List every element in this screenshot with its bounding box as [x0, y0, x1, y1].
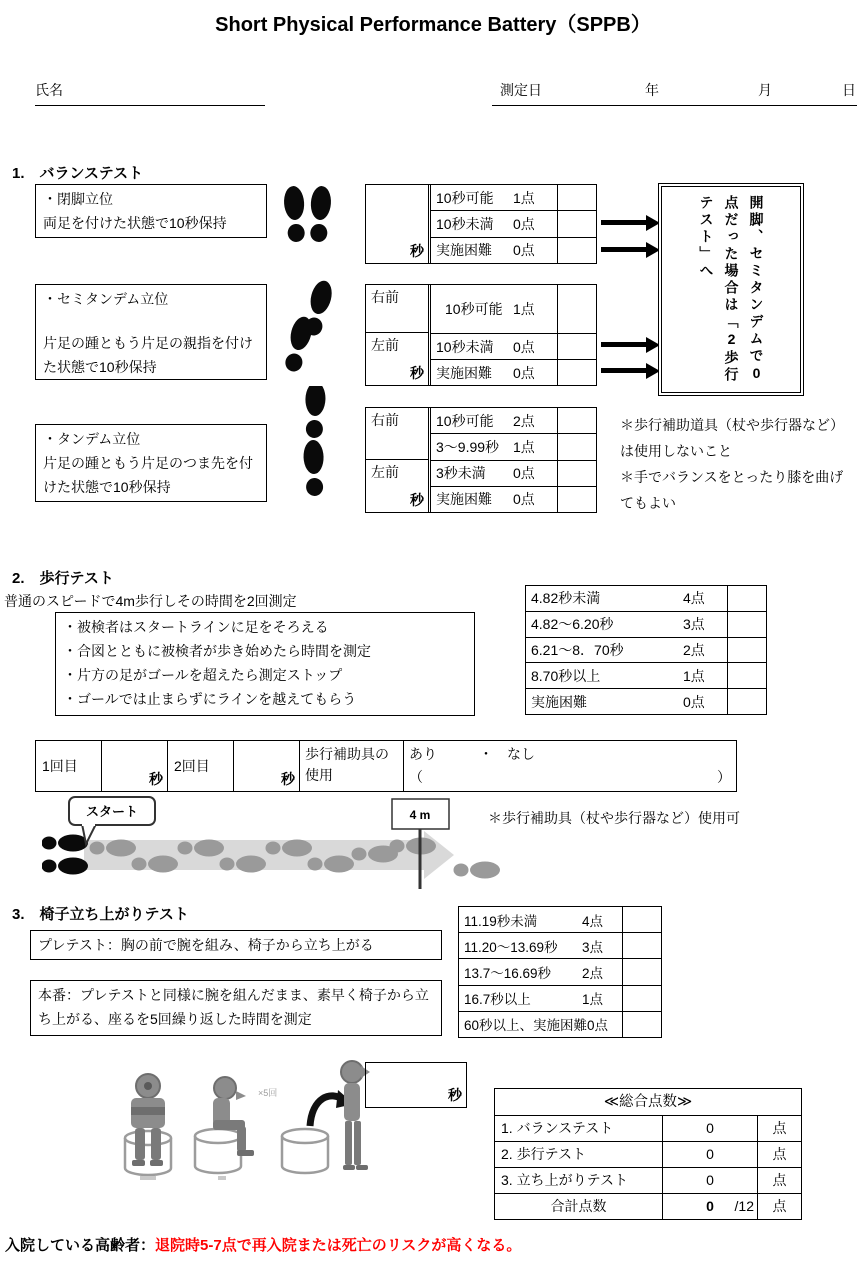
note-hands-knees-ok: ＊手でバランスをとったり膝を曲げてもよい — [620, 469, 844, 511]
tandem-desc: 片足の踵ともう片足のつま先を付けた状態で10秒保持 — [43, 455, 253, 495]
walking-instruction: ・片方の足がゴールを超えたら測定ストップ — [63, 667, 343, 683]
goto-arrow-icon — [601, 220, 647, 225]
paren-close: ） — [717, 769, 731, 785]
walking-score-value: 0 — [663, 1142, 758, 1167]
goto-arrow-icon — [601, 342, 647, 347]
seconds-unit: 秒 — [149, 771, 163, 787]
walking-aid-label-cell: 歩行補助具の使用 — [300, 741, 404, 791]
score-entry-cell — [622, 986, 661, 1011]
chair-stand-illustration — [100, 1056, 375, 1208]
chairstand-score-value: 0 — [663, 1168, 758, 1193]
walking-aid-options: あり ・ なし — [409, 746, 535, 762]
name-label: 氏名 — [35, 82, 63, 98]
figure-standing — [282, 1061, 370, 1173]
left-front-cell: 左前 秒 — [371, 337, 424, 381]
score-entry-cell — [557, 285, 596, 333]
walking-score-table — [525, 585, 767, 715]
chair-seconds-entry-box — [365, 1062, 467, 1108]
score-row: 11.20～13.69秒 3点 — [459, 932, 661, 958]
walking-instruction: ・合図とともに被検者が歩き始めたら時間を測定 — [63, 643, 371, 659]
score-row: 10秒可能 1点 — [431, 285, 596, 333]
svg-text:4 m: 4 m — [409, 808, 431, 822]
goto-arrow-icon — [601, 368, 647, 373]
score-entry-cell — [727, 612, 766, 637]
semi-tandem-score-table — [365, 284, 597, 386]
closed-stance-score-table — [365, 184, 597, 264]
score-entry-cell — [557, 211, 596, 236]
tandem-box — [35, 424, 267, 502]
total-row-walking: 2. 歩行テスト 0 点 — [495, 1142, 801, 1168]
score-row: 8.70秒以上 1点 — [526, 662, 766, 688]
score-entry-cell — [727, 638, 766, 663]
seconds-unit: 秒 — [410, 243, 424, 259]
score-row: 4.82～6.20秒 3点 — [526, 611, 766, 637]
seconds-entry-cell — [366, 185, 431, 263]
section3-heading: 3. 椅子立ち上がりテスト — [12, 906, 189, 923]
seconds-unit: 秒 — [410, 365, 424, 381]
left-front-cell: 左前 秒 — [371, 464, 424, 508]
closed-stance-box — [35, 184, 267, 238]
walking-instruction: ・ゴールでは止まらずにラインを越えてもらう — [63, 691, 357, 707]
score-entry-cell — [557, 334, 596, 359]
tandem-feet-icon — [292, 386, 338, 498]
name-field — [35, 80, 265, 106]
score-entry-cell — [727, 663, 766, 688]
day-label: 日 — [842, 82, 856, 98]
walking-path-band — [84, 831, 454, 879]
score-entry-cell — [557, 434, 596, 459]
main-test-text: 本番：プレテストと同様に腕を組んだまま、素早く椅子から立ち上がる、座るを5回繰り返した時間を測定 — [38, 987, 429, 1027]
chair-stand-score-table — [458, 906, 662, 1038]
total-row-balance: 1. バランステスト 0 点 — [495, 1116, 801, 1142]
score-row: 10秒可能 2点 — [431, 408, 596, 433]
trial1-seconds-cell — [102, 741, 168, 791]
score-entry-cell — [622, 933, 661, 958]
score-row: 実施困難 0点 — [526, 688, 766, 714]
pretest-box — [30, 930, 442, 960]
paren-open: （ — [409, 769, 423, 785]
balance-notes — [620, 412, 846, 516]
right-front-cell: 右前 — [366, 408, 428, 460]
semi-tandem-desc: 片足の踵ともう片足の親指を付けた状態で10秒保持 — [43, 335, 253, 375]
semi-tandem-feet-icon — [278, 280, 338, 380]
svg-text:スタート: スタート — [85, 804, 139, 819]
score-entry-cell — [727, 586, 766, 611]
figure-sitting-front — [125, 1074, 171, 1180]
footer-prefix: 入院している高齢者： — [5, 1237, 156, 1254]
score-row: 6.21～8．70秒 2点 — [526, 637, 766, 663]
pretest-text: プレテスト：胸の前で腕を組み、椅子から立ち上がる — [38, 937, 374, 953]
trial-time-table — [35, 740, 737, 792]
seconds-unit: 秒 — [448, 1087, 462, 1103]
figure-sitting-side — [195, 1077, 277, 1180]
score-entry-cell — [557, 487, 596, 512]
score-row: 3秒未満 0点 — [431, 460, 596, 486]
trial2-seconds-cell — [234, 741, 300, 791]
section2-subtitle: 普通のスピードで4m歩行しその時間を2回測定 — [4, 593, 297, 609]
closed-stance-title: ・閉脚立位 — [43, 191, 113, 207]
semi-tandem-box — [35, 284, 267, 380]
score-row: 16.7秒以上 1点 — [459, 985, 661, 1011]
walking-instruction: ・被検者はスタートラインに足をそろえる — [63, 619, 329, 635]
score-row: 4.82秒未満 4点 — [526, 586, 766, 611]
score-entry-cell — [557, 185, 596, 210]
goto-arrow-icon — [601, 247, 647, 252]
score-entry-cell — [557, 408, 596, 433]
semi-tandem-title: ・セミタンデム立位 — [43, 291, 169, 307]
total-row-chairstand: 3. 立ち上がりテスト 0 点 — [495, 1168, 801, 1194]
section1-heading: 1. バランステスト — [12, 165, 144, 182]
total-row-sum: 合計点数 0 /12 点 — [495, 1194, 801, 1219]
score-entry-cell — [557, 360, 596, 385]
score-row: 実施困難 0点 — [431, 237, 596, 263]
score-row: 10秒未満 0点 — [431, 210, 596, 236]
walking-aid-answer-cell — [404, 741, 736, 791]
walking-course-illustration — [42, 792, 547, 890]
score-row: 実施困難 0点 — [431, 359, 596, 385]
total-score-title: ≪総合点数≫ — [495, 1089, 801, 1116]
score-entry-cell — [557, 238, 596, 263]
seconds-unit: 秒 — [410, 492, 424, 508]
trial2-label-cell: 2回目 — [168, 741, 234, 791]
date-field — [492, 80, 857, 106]
score-row: 10秒可能 1点 — [431, 185, 596, 210]
trial1-label-cell: 1回目 — [36, 741, 102, 791]
score-row: 60秒以上、実施困難0点 — [459, 1011, 661, 1037]
score-row: 3～9.99秒 1点 — [431, 433, 596, 459]
footer-risk-warning: 退院時5-7点で再入院または死亡のリスクが高くなる。 — [155, 1237, 522, 1254]
walking-aid-note: ＊歩行補助具（杖や歩行器など）使用可 — [488, 810, 740, 826]
score-row: 11.19秒未満 4点 — [459, 907, 661, 932]
footer-warning — [5, 1234, 521, 1255]
main-test-box — [30, 980, 442, 1036]
score-row: 13.7～16.69秒 2点 — [459, 958, 661, 984]
sum-score-value: 0 /12 — [663, 1194, 758, 1219]
score-entry-cell — [622, 907, 661, 932]
walking-instructions-box — [55, 612, 475, 716]
score-entry-cell — [622, 959, 661, 984]
seconds-unit: 秒 — [281, 771, 295, 787]
section2-heading: 2. 歩行テスト — [12, 570, 114, 587]
feet-together-icon — [280, 183, 336, 259]
date-label: 測定日 — [500, 82, 542, 98]
year-label: 年 — [645, 82, 659, 98]
note-no-walking-aid: ＊歩行補助道具（杖や歩行器など）は使用しないこと — [620, 417, 844, 459]
page-title: Short Physical Performance Battery（SPPB） — [215, 14, 651, 36]
total-score-table — [494, 1088, 802, 1220]
goto-walking-test-note: 開脚、セミタンデムで0点だった場合は「2歩行テスト」へ — [658, 183, 804, 396]
score-row: 10秒未満 0点 — [431, 333, 596, 359]
balance-score-value: 0 — [663, 1116, 758, 1141]
score-entry-cell — [557, 461, 596, 486]
month-label: 月 — [758, 82, 772, 98]
right-front-cell: 右前 — [366, 285, 428, 333]
closed-stance-desc: 両足を付けた状態で10秒保持 — [43, 215, 227, 231]
score-entry-cell — [727, 689, 766, 714]
score-row: 実施困難 0点 — [431, 486, 596, 512]
score-entry-cell — [622, 1012, 661, 1037]
tandem-score-table — [365, 407, 597, 513]
svg-text:×5回: ×5回 — [258, 1088, 278, 1098]
tandem-title: ・タンデム立位 — [43, 431, 141, 447]
